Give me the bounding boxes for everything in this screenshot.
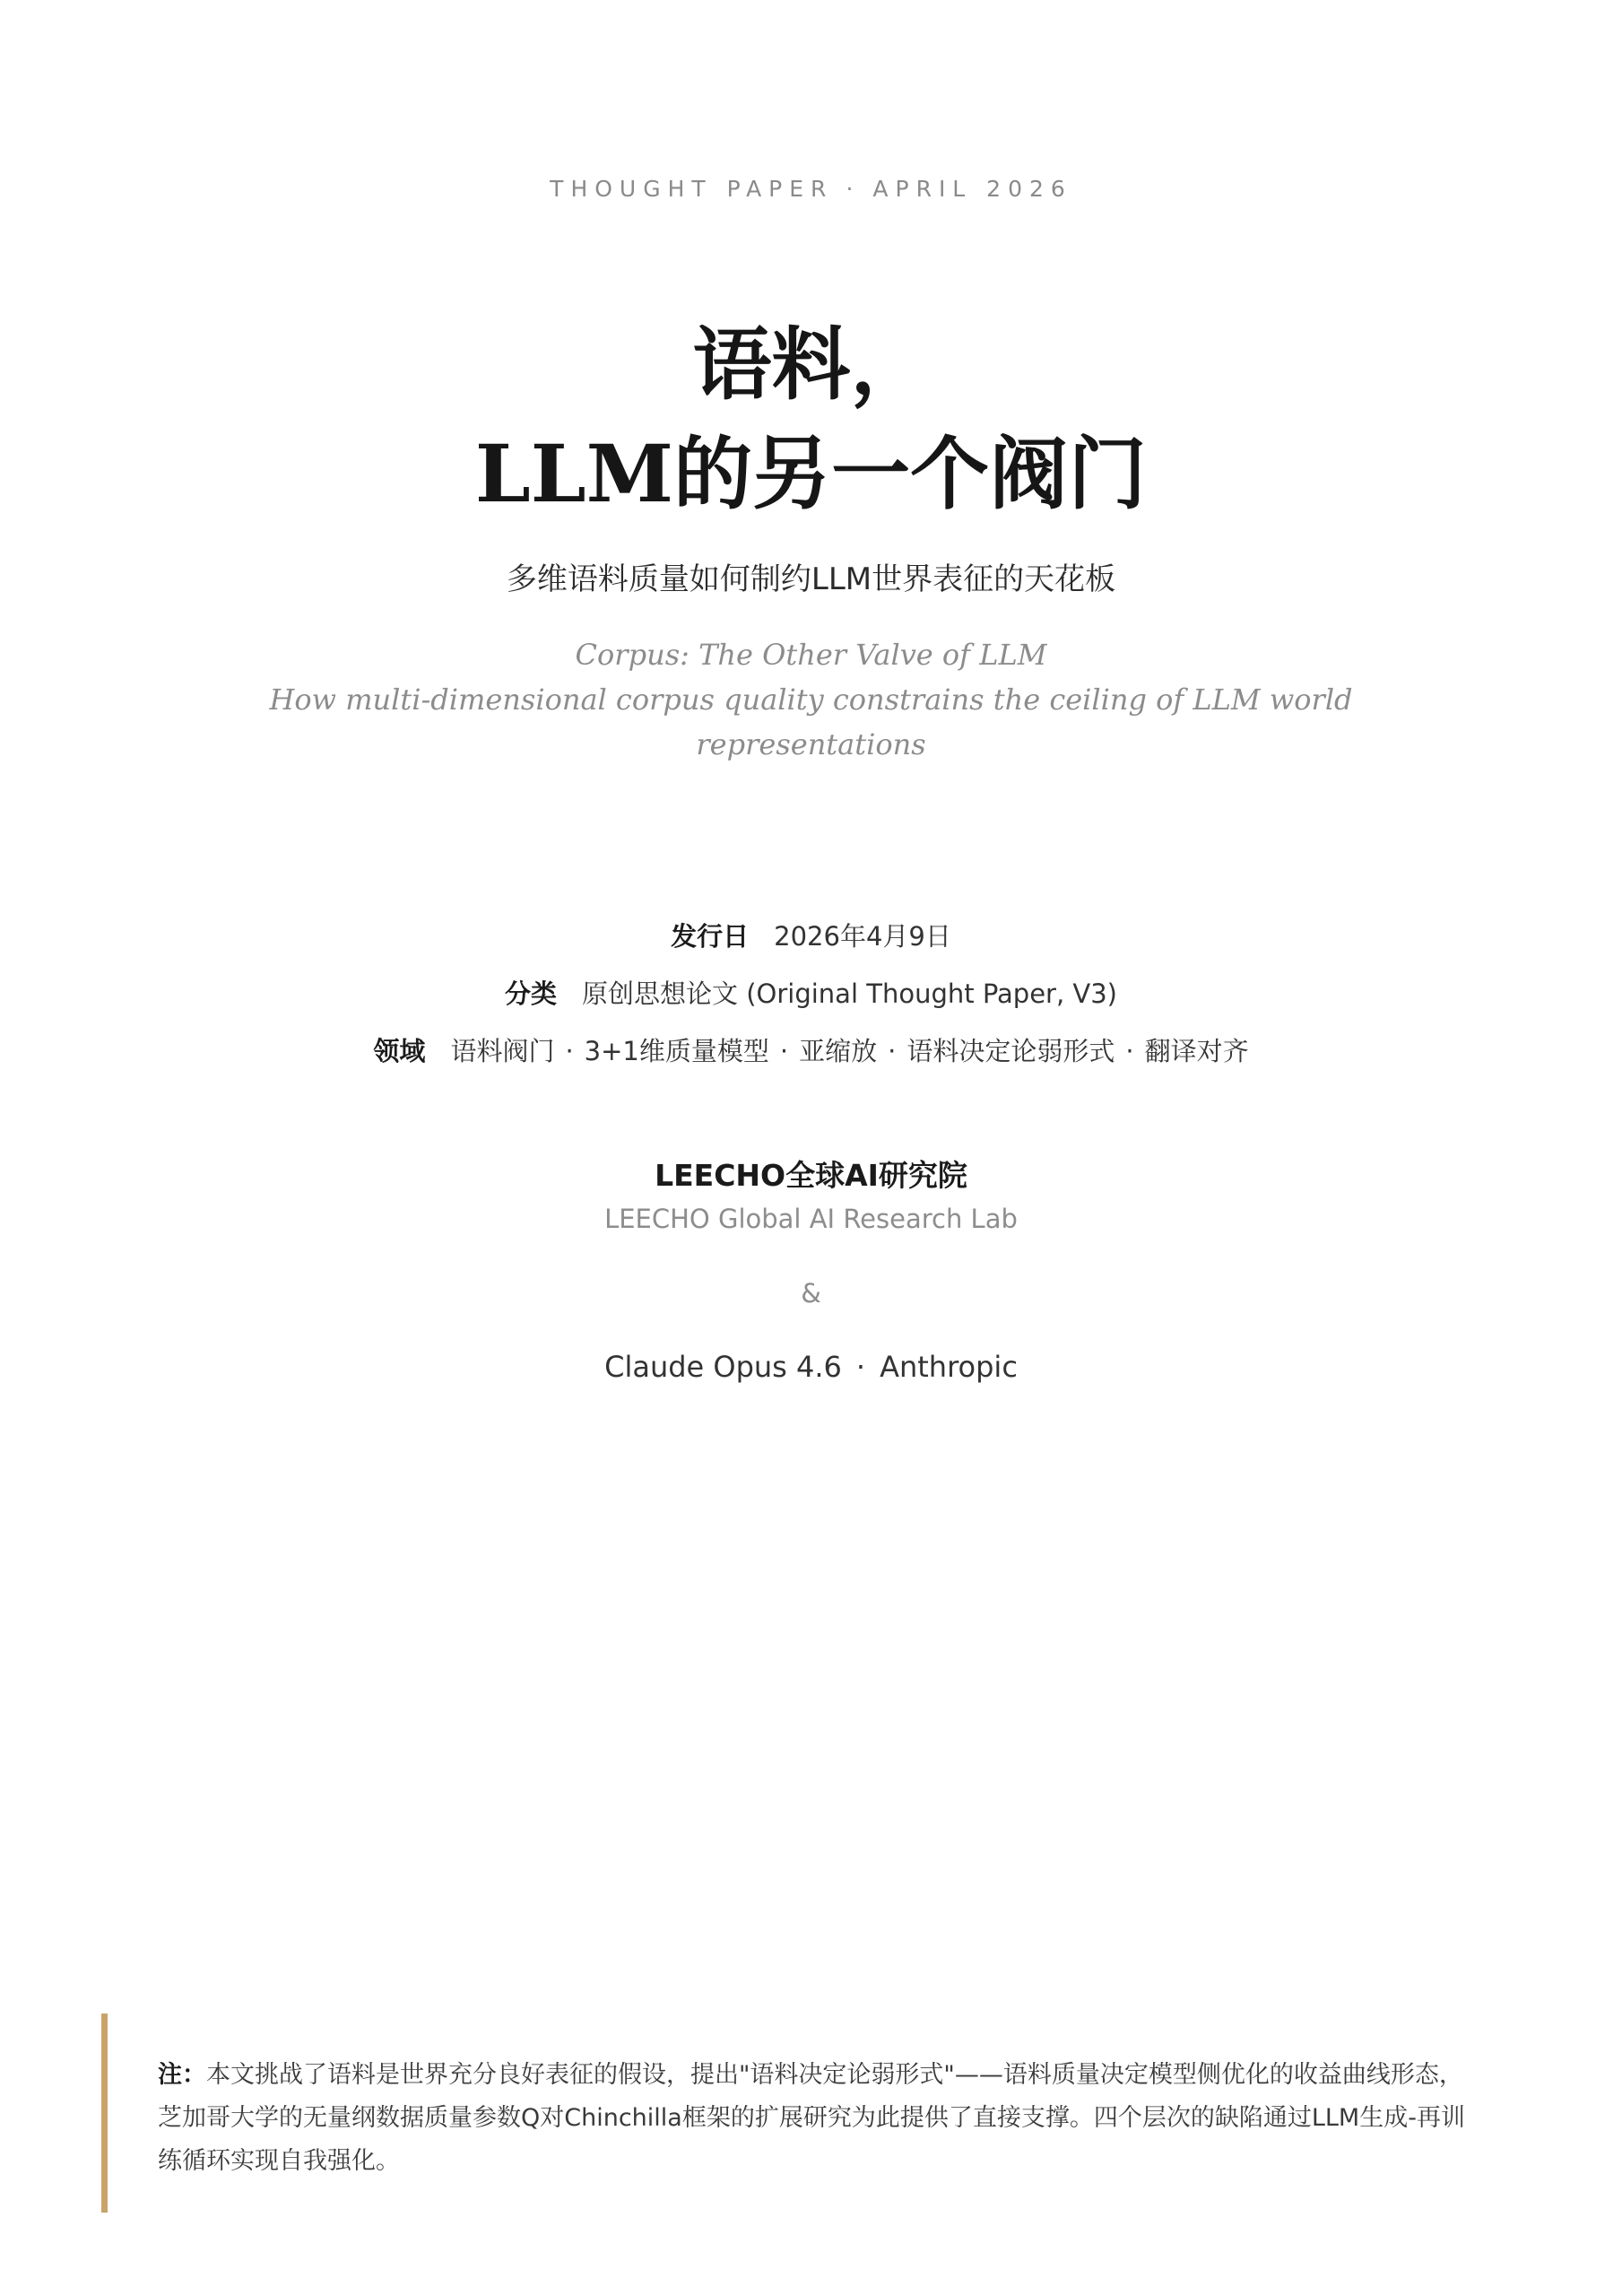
title-chinese [0, 309, 1622, 528]
date-value: 2026年4月9日 [774, 921, 951, 952]
metadata-category-row [0, 965, 1622, 1022]
metadata-domain-row [0, 1022, 1622, 1080]
domain-separator: · [779, 1036, 789, 1066]
domain-separator: · [565, 1036, 574, 1066]
category-value: 原创思想论文 (Original Thought Paper, V3) [582, 978, 1117, 1009]
domain-item: 语料决定论弱形式 [906, 1036, 1115, 1066]
domain-item: 语料阀门 [450, 1036, 555, 1066]
title-english-line-1: Corpus: The Other Valve of LLM [575, 638, 1047, 672]
date-label: 发行日 [671, 921, 750, 952]
category-label: 分类 [504, 978, 557, 1009]
coauthor-model: Claude Opus 4.6 [604, 1350, 842, 1384]
title-chinese-line-1: 语料， [692, 317, 930, 411]
eyebrow-separator: · [846, 176, 861, 202]
title-english-line-2: How multi-dimensional corpus quality constrains the ceiling of LLM world [269, 683, 1353, 717]
paper-type-label: THOUGHT PAPER [550, 176, 834, 202]
domain-separator: · [1125, 1036, 1134, 1066]
domain-separator: · [888, 1036, 897, 1066]
domain-item: 翻译对齐 [1144, 1036, 1249, 1066]
subtitle-chinese: 多维语料质量如何制约LLM世界表征的天花板 [506, 561, 1116, 597]
note-block [158, 2054, 1467, 2183]
paper-type-eyebrow [0, 176, 1622, 202]
domain-label: 领域 [373, 1036, 426, 1066]
title-english-line-3: representations [696, 727, 926, 761]
title-chinese-line-2: LLM的另一个阀门 [474, 427, 1148, 520]
coauthor-company: Anthropic [880, 1350, 1018, 1384]
note-accent-bar [101, 2013, 108, 2213]
note-label: 注： [158, 2061, 206, 2089]
organization-name-english: LEECHO Global AI Research Lab [604, 1204, 1018, 1234]
coauthor-separator: · [855, 1350, 866, 1384]
note-text: 本文挑战了语料是世界充分良好表征的假设，提出"语料决定论弱形式"——语料质量决定模型侧优化的收益曲线形态，芝加哥大学的无量纲数据质量参数Q对Chinchilla框架的扩展研究为此提供了直接支撑。四个层次的缺陷通过LLM生成-再训练循环实现自我强化。 [158, 2061, 1465, 2175]
paper-date-label: APRIL 2026 [872, 176, 1072, 202]
metadata-block [0, 908, 1622, 1080]
author-ampersand: & [801, 1278, 821, 1309]
organization-name-chinese: LEECHO全球AI研究院 [655, 1158, 967, 1193]
metadata-date-row [0, 908, 1622, 965]
coauthor-line [0, 1350, 1622, 1384]
title-english [0, 632, 1622, 767]
domain-item: 亚缩放 [799, 1036, 878, 1066]
domain-item: 3+1维质量模型 [584, 1036, 769, 1066]
